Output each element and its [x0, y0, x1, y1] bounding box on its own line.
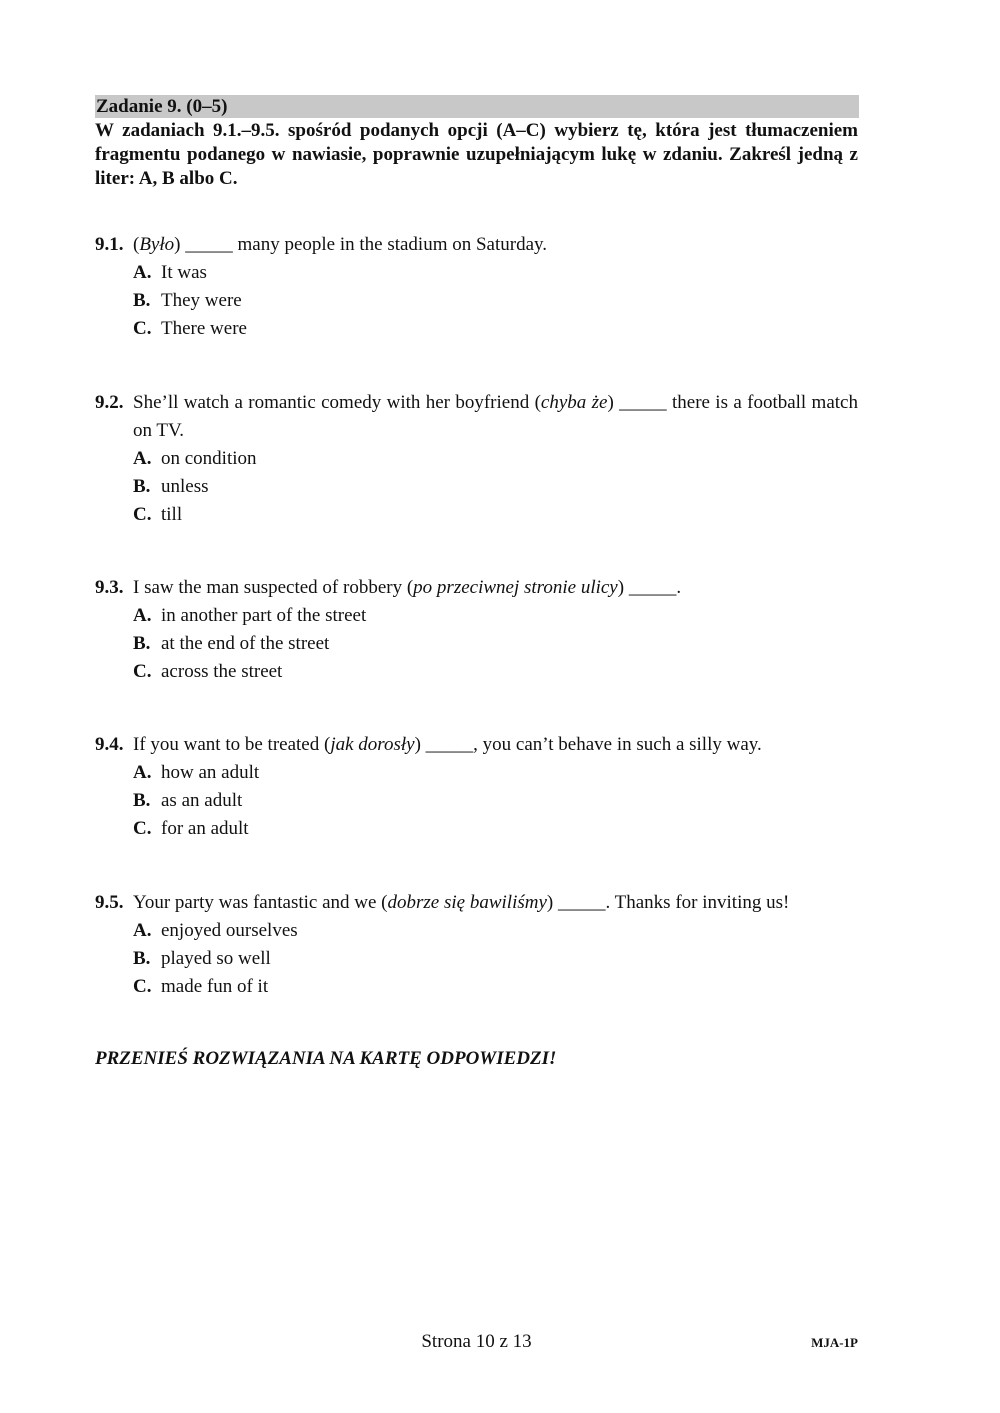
polish-hint: po przeciwnej stronie ulicy — [413, 577, 618, 598]
question-text: I saw the man suspected of robbery (po przeciwnej stronie ulicy) _____. — [133, 577, 682, 598]
polish-hint: jak dorosły — [330, 734, 415, 755]
option-a[interactable]: A. on condition — [133, 448, 257, 469]
question-9-3 — [95, 574, 858, 686]
question-9-2 — [95, 389, 858, 529]
option-b[interactable]: B. They were — [133, 290, 242, 311]
option-b[interactable]: B. unless — [133, 476, 209, 497]
option-b[interactable]: B. at the end of the street — [133, 633, 330, 654]
question-number: 9.5. — [95, 892, 124, 913]
option-c[interactable]: C. till — [133, 504, 183, 525]
exam-code: MJA-1P — [811, 1335, 858, 1350]
option-a[interactable]: A. It was — [133, 262, 207, 283]
polish-hint: dobrze się bawiliśmy — [387, 892, 547, 913]
question-text: Your party was fantastic and we (dobrze się bawiliśmy) _____. Thanks for inviting us! — [133, 892, 790, 913]
option-c[interactable]: C. made fun of it — [133, 976, 269, 997]
question-9-4 — [95, 731, 858, 843]
question-text: (Było) _____ many people in the stadium on Saturday. — [133, 234, 548, 255]
question-number: 9.3. — [95, 577, 124, 598]
question-text: If you want to be treated (jak dorosły) _____, you can’t behave in such a silly way. — [133, 734, 762, 755]
question-9-1 — [95, 231, 858, 343]
task-instructions: W zadaniach 9.1.–9.5. spośród podanych opcji (A–C) wybierz tę, która jest tłumaczeniem fragmentu podanego w nawiasie, poprawnie uzupełniającym lukę w zdaniu. Zakreśl jedną z liter: A, B albo C. — [95, 120, 858, 189]
question-number: 9.1. — [95, 234, 124, 255]
polish-hint: chyba że — [540, 392, 608, 413]
option-c[interactable]: C. across the street — [133, 661, 283, 682]
option-b[interactable]: B. played so well — [133, 948, 271, 969]
option-b[interactable]: B. as an adult — [133, 790, 243, 811]
exam-page — [95, 0, 858, 1413]
option-a[interactable]: A. how an adult — [133, 762, 260, 783]
option-a[interactable]: A. in another part of the street — [133, 605, 367, 626]
option-c[interactable]: C. There were — [133, 318, 247, 339]
option-c[interactable]: C. for an adult — [133, 818, 249, 839]
question-number: 9.2. — [95, 392, 124, 413]
question-text: She’ll watch a romantic comedy with her boyfriend (chyba że) _____ there is a football match on TV. — [133, 392, 858, 441]
transfer-note: PRZENIEŚ ROZWIĄZANIA NA KARTĘ ODPOWIEDZI! — [95, 1048, 557, 1069]
question-9-5 — [95, 889, 858, 1001]
option-a[interactable]: A. enjoyed ourselves — [133, 920, 298, 941]
question-number: 9.4. — [95, 734, 124, 755]
polish-hint: Było — [139, 234, 175, 255]
page-number: Strona 10 z 13 — [421, 1331, 532, 1352]
task-title: Zadanie 9. (0–5) — [95, 95, 859, 118]
